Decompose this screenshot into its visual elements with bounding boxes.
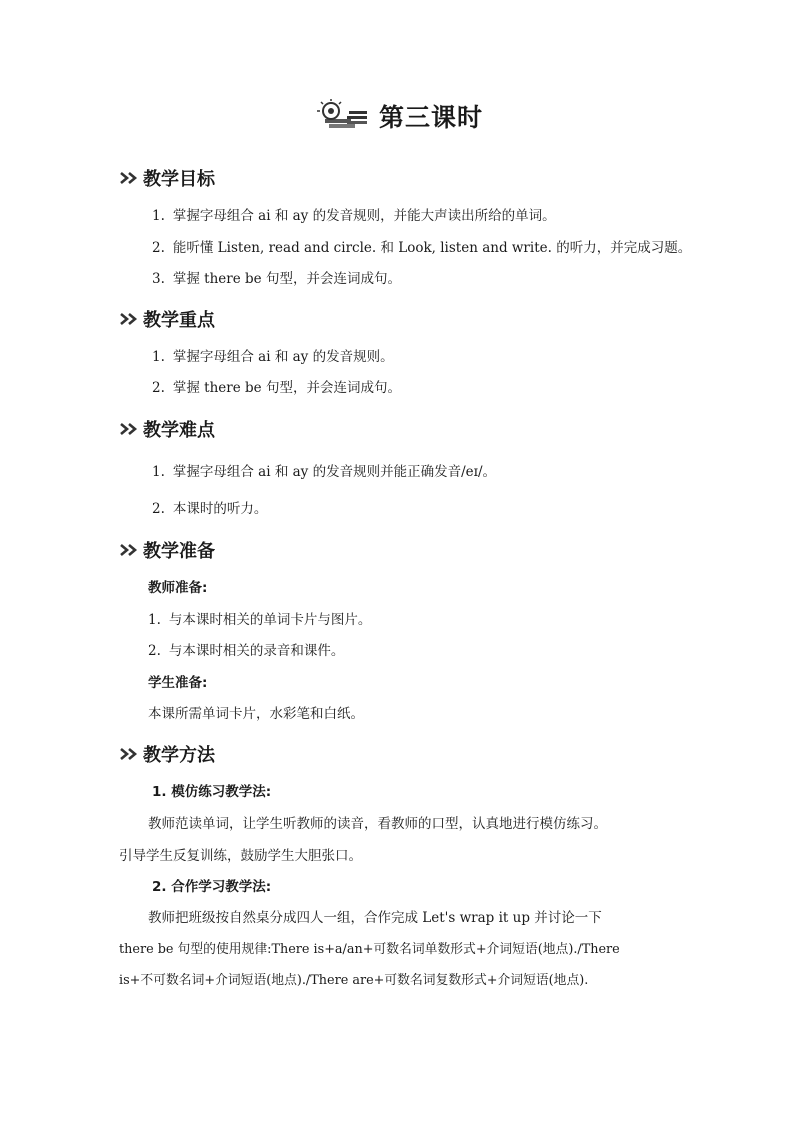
section-heading-methods [119,741,215,767]
list-item [152,462,496,482]
item-number: 1. [152,208,165,224]
item-number: 2. [148,643,161,659]
item-number: 2. [152,240,165,256]
page-title: 第三课时 [378,103,483,132]
item-number: 1. [152,349,165,365]
method-paragraph-line: there be 句型的使用规律:There is+a/an+可数名词单数形式+介词短语(地点)./There [119,942,620,957]
method-paragraph-line: 教师范读单词，让学生听教师的读音，看教师的口型，认真地进行模仿练习。 [148,816,607,832]
title-row [0,96,794,136]
item-text: 本课时的听力。 [172,501,268,517]
item-number: 1. [152,464,165,480]
item-number: 2. [152,380,165,396]
section-heading-key-points [119,306,215,332]
list-item [148,641,344,661]
item-text: 掌握 there be 句型，并会连词成句。 [172,380,401,396]
section-heading-text: 教学难点 [143,420,215,441]
list-item [152,238,691,258]
list-item [152,499,267,519]
item-text: 与本课时相关的录音和课件。 [168,643,345,659]
double-chevron-icon [119,543,141,557]
double-chevron-icon [119,171,141,185]
list-item [148,610,371,630]
section-heading-text: 教学准备 [143,541,215,562]
section-heading-text: 教学重点 [143,310,215,331]
item-text: 能听懂 Listen, read and circle. 和 Look, listen and write. 的听力，并完成习题。 [172,240,692,256]
item-number: 1. [148,612,161,628]
method-title-1: 1. 模仿练习教学法: [152,784,272,800]
student-prep-label: 学生准备: [148,675,208,691]
list-item [152,269,401,289]
method-title-2: 2. 合作学习教学法: [152,879,272,895]
item-text: 掌握字母组合 ai 和 ay 的发音规则并能正确发音/eɪ/。 [172,464,497,480]
item-text: 掌握 there be 句型，并会连词成句。 [172,271,401,287]
double-chevron-icon [119,422,141,436]
section-heading-difficulties [119,416,215,442]
item-text: 与本课时相关的单词卡片与图片。 [168,612,372,628]
section-heading-preparation [119,537,215,563]
section-heading-goals [119,165,215,191]
list-item [152,378,401,398]
item-text: 掌握字母组合 ai 和 ay 的发音规则。 [172,349,394,365]
section-heading-text: 教学目标 [143,169,215,190]
method-paragraph-line: is+不可数名词+介词短语(地点)./There are+可数名词复数形式+介词短语(地点). [119,973,589,988]
teacher-prep-label: 教师准备: [148,580,208,596]
list-item [152,347,394,367]
method-paragraph-line: 引导学生反复训练，鼓励学生大胆张口。 [119,848,362,864]
student-prep-text: 本课所需单词卡片，水彩笔和白纸。 [148,706,364,722]
section-heading-text: 教学方法 [143,745,215,766]
double-chevron-icon [119,312,141,326]
item-number: 3. [152,271,165,287]
list-item [152,206,556,226]
lightbulb-books-icon [311,99,371,133]
double-chevron-icon [119,747,141,761]
item-text: 掌握字母组合 ai 和 ay 的发音规则，并能大声读出所给的单词。 [172,208,556,224]
item-number: 2. [152,501,165,517]
method-paragraph-line: 教师把班级按自然桌分成四人一组，合作完成 Let's wrap it up 并讨论一下 [148,910,602,926]
